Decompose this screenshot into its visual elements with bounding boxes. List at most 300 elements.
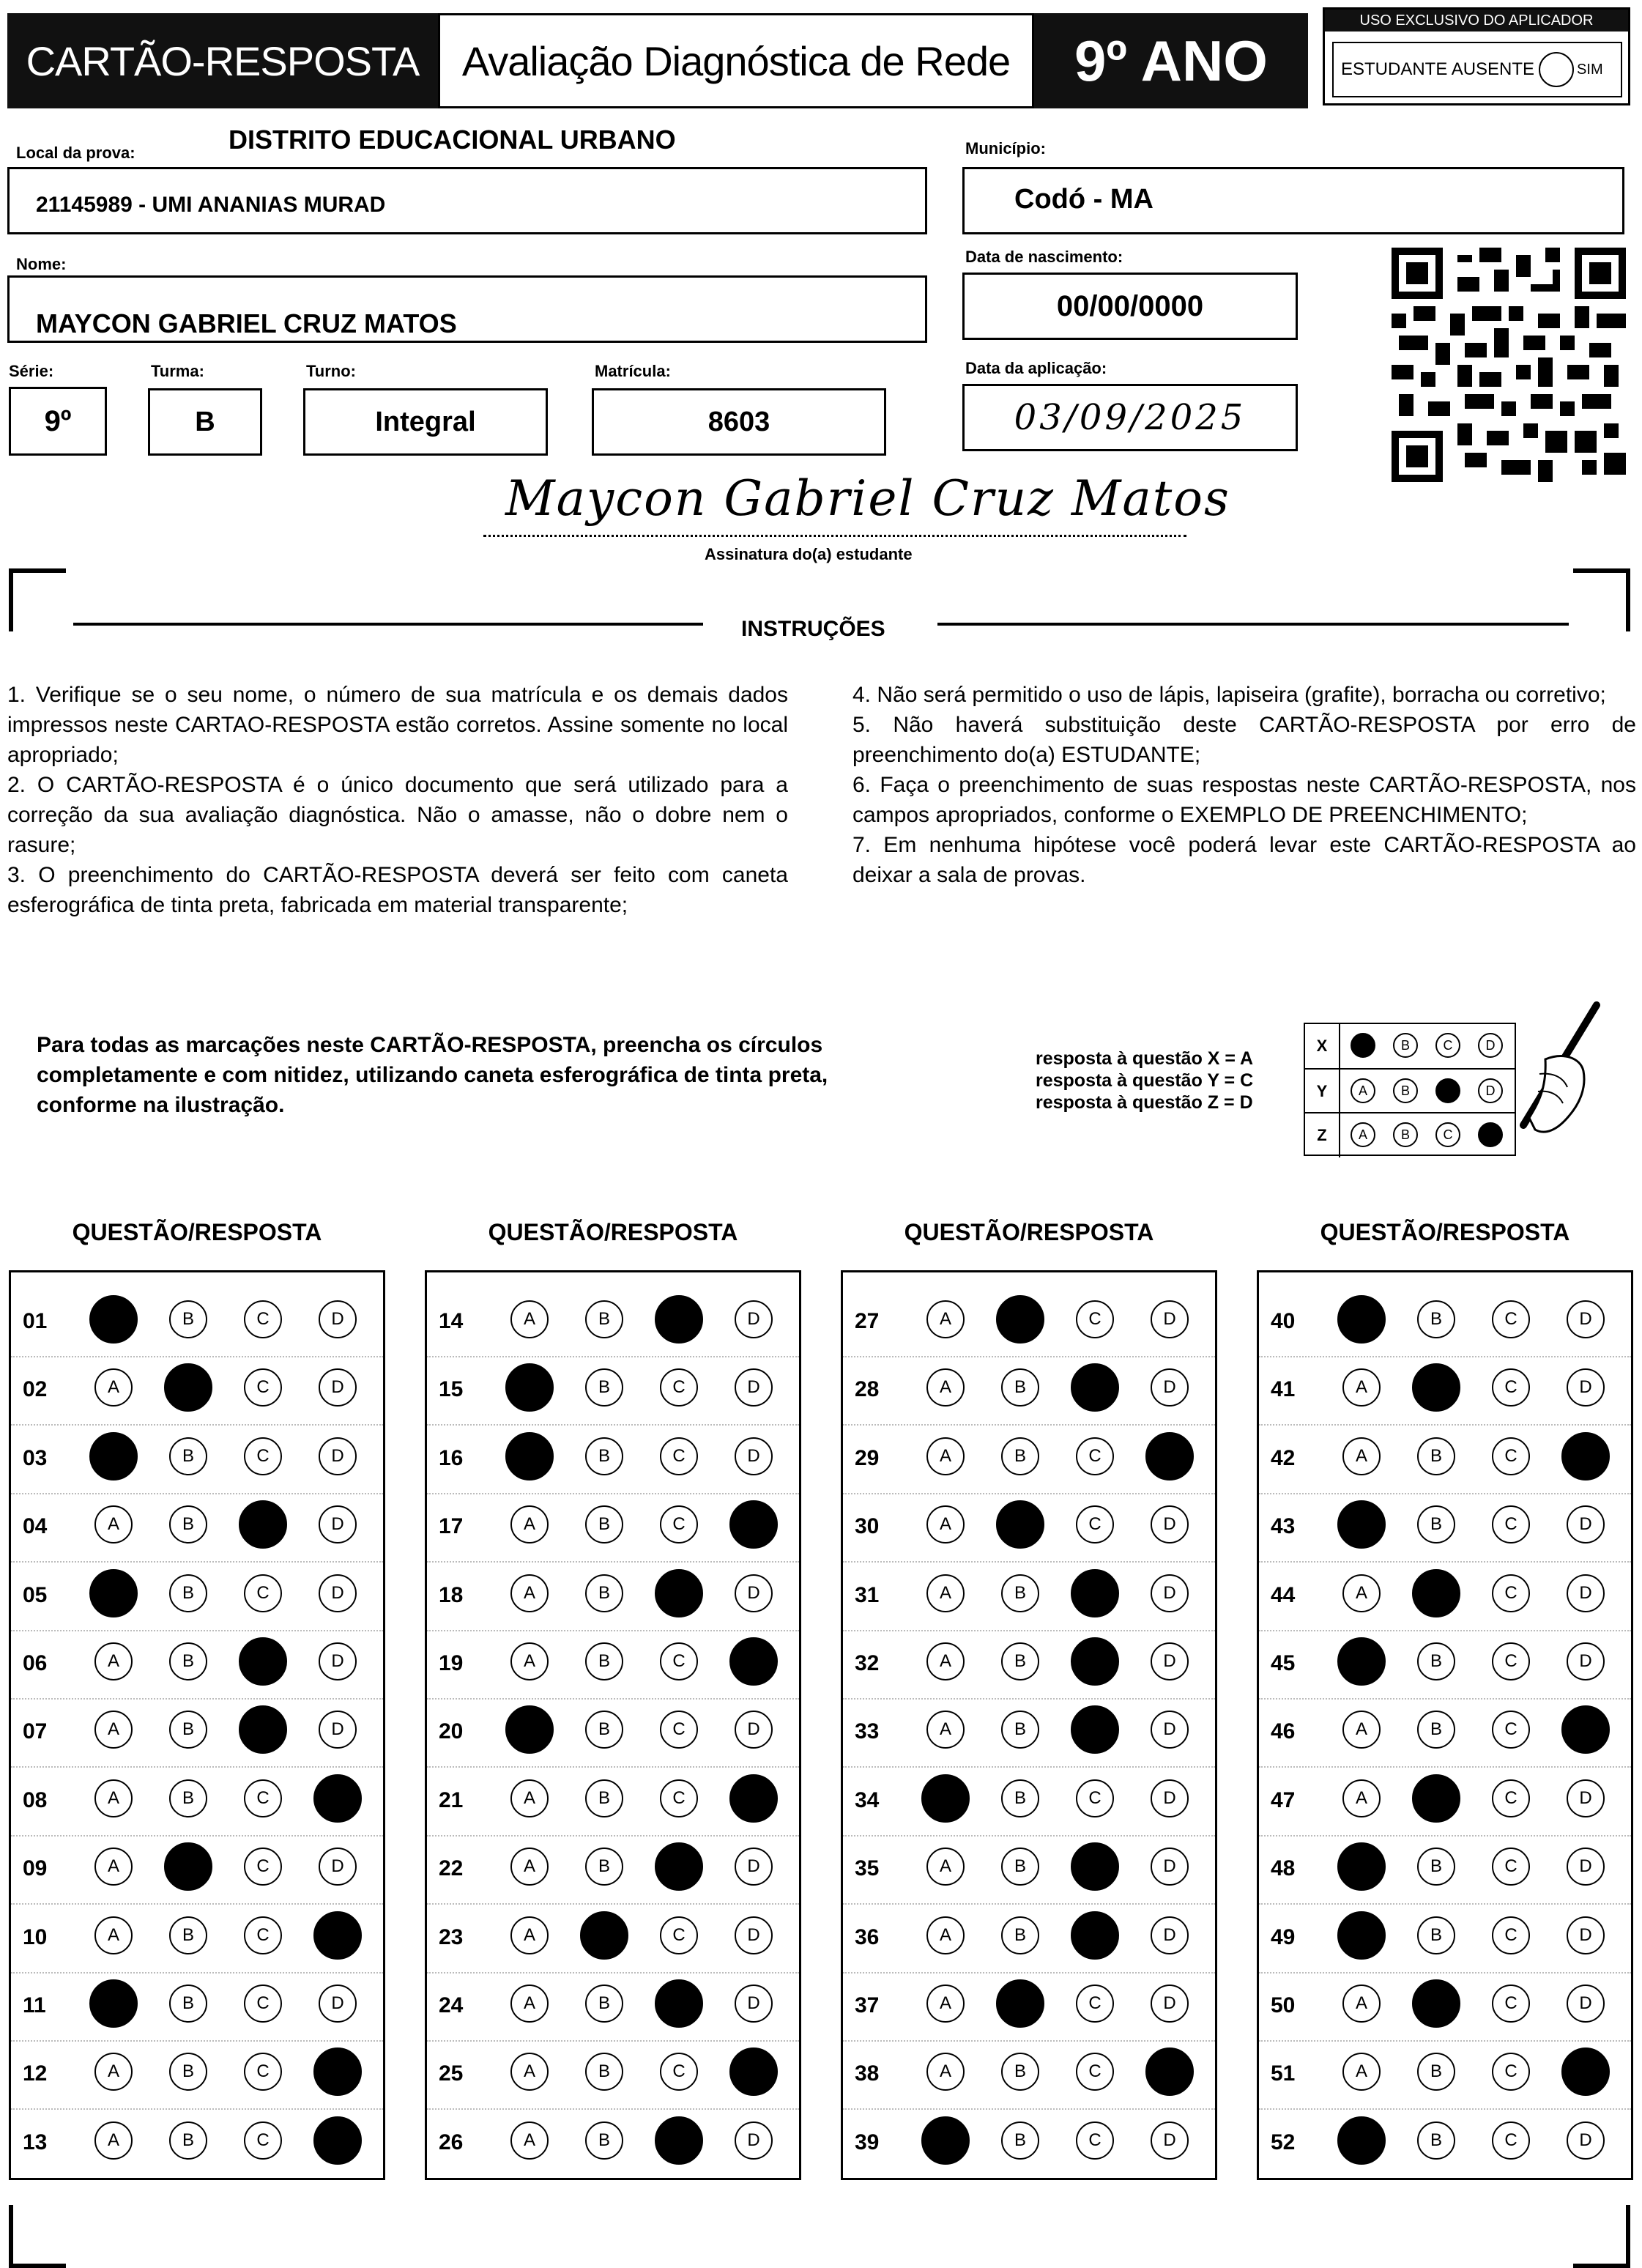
answer-bubble-a[interactable]: A bbox=[510, 1779, 549, 1817]
answer-bubble-c[interactable]: C bbox=[660, 1711, 698, 1749]
answer-bubble-a[interactable]: A bbox=[1342, 1437, 1381, 1475]
answer-bubble-b[interactable]: B bbox=[1001, 1848, 1039, 1886]
answer-bubble-c[interactable]: C bbox=[1492, 1984, 1530, 2023]
answer-bubble-a[interactable] bbox=[1337, 1911, 1386, 1960]
answer-bubble-b[interactable]: B bbox=[585, 2121, 623, 2160]
answer-bubble-a[interactable]: A bbox=[510, 1300, 549, 1338]
answer-bubble-a[interactable]: A bbox=[510, 1642, 549, 1680]
answer-bubble-c[interactable]: C bbox=[244, 2121, 282, 2160]
answer-bubble-d[interactable]: D bbox=[319, 1574, 357, 1612]
answer-bubble-d[interactable] bbox=[313, 2116, 362, 2165]
answer-column-title: QUESTÃO/RESPOSTA bbox=[904, 1219, 1154, 1245]
answer-bubble-a[interactable]: A bbox=[1342, 2053, 1381, 2091]
answer-bubble-d[interactable]: D bbox=[1151, 2121, 1189, 2160]
answer-bubble-b[interactable]: B bbox=[169, 1505, 207, 1544]
answer-bubble-c[interactable]: C bbox=[1492, 1916, 1530, 1954]
answer-bubble-c[interactable]: C bbox=[1076, 1505, 1114, 1544]
absent-checkbox[interactable] bbox=[1539, 52, 1574, 87]
answer-bubble-c[interactable] bbox=[655, 1569, 703, 1617]
question-number: 37 bbox=[855, 1993, 880, 2017]
question-number: 05 bbox=[23, 1582, 48, 1607]
answer-row bbox=[1259, 1287, 1631, 1357]
answer-bubble-d[interactable]: D bbox=[735, 1368, 773, 1407]
answer-bubble-d[interactable]: D bbox=[1567, 1300, 1605, 1338]
answer-bubble-a[interactable]: A bbox=[510, 2053, 549, 2091]
answer-bubble-b[interactable] bbox=[1412, 1363, 1460, 1412]
answer-bubble-c[interactable]: C bbox=[660, 1779, 698, 1817]
answer-bubble-d[interactable]: D bbox=[1151, 1848, 1189, 1886]
matricula-field bbox=[592, 388, 886, 456]
answer-bubble-d[interactable]: D bbox=[319, 1437, 357, 1475]
answer-bubble-c[interactable]: C bbox=[244, 1984, 282, 2023]
answer-bubble-d[interactable]: D bbox=[1567, 1642, 1605, 1680]
answer-row bbox=[427, 2108, 799, 2177]
answer-bubble-b[interactable]: B bbox=[585, 1437, 623, 1475]
answer-bubble-b[interactable]: B bbox=[585, 1368, 623, 1407]
answer-bubble-a[interactable] bbox=[505, 1363, 554, 1412]
question-number: 29 bbox=[855, 1445, 880, 1470]
card-title: CARTÃO-RESPOSTA bbox=[7, 13, 438, 108]
answer-bubble-c[interactable]: C bbox=[1492, 2053, 1530, 2091]
answer-bubble-b[interactable]: B bbox=[1001, 1916, 1039, 1954]
answer-row bbox=[427, 1697, 799, 1768]
answer-bubble-d[interactable]: D bbox=[1567, 1848, 1605, 1886]
answer-bubble-a[interactable] bbox=[89, 1295, 138, 1344]
answer-bubble-a[interactable]: A bbox=[926, 1574, 965, 1612]
example-bubble-d: D bbox=[1478, 1078, 1503, 1103]
answer-bubble-a[interactable] bbox=[505, 1432, 554, 1480]
question-number: 07 bbox=[23, 1719, 48, 1744]
answer-bubble-d[interactable]: D bbox=[1151, 1368, 1189, 1407]
answer-bubble-b[interactable]: B bbox=[169, 1711, 207, 1749]
answer-row bbox=[11, 1697, 383, 1768]
answer-bubble-d[interactable]: D bbox=[1567, 1368, 1605, 1407]
answer-bubble-d[interactable]: D bbox=[1151, 1300, 1189, 1338]
answer-bubble-b[interactable]: B bbox=[1001, 1368, 1039, 1407]
nascimento-field bbox=[962, 273, 1298, 340]
answer-bubble-a[interactable]: A bbox=[510, 1574, 549, 1612]
answer-bubble-c[interactable]: C bbox=[1492, 1642, 1530, 1680]
pen-hand-icon bbox=[1494, 1001, 1604, 1155]
instructions-title: INSTRUÇÕES bbox=[741, 617, 885, 641]
answer-bubble-b[interactable] bbox=[1412, 1979, 1460, 2028]
turno-label: Turno: bbox=[306, 362, 357, 380]
question-number: 45 bbox=[1271, 1651, 1296, 1675]
answer-bubble-b[interactable]: B bbox=[1001, 1779, 1039, 1817]
answer-bubble-b[interactable]: B bbox=[1417, 2053, 1455, 2091]
example-row bbox=[1305, 1024, 1515, 1068]
answer-row bbox=[427, 1971, 799, 2042]
answer-row bbox=[11, 2039, 383, 2110]
answer-bubble-b[interactable]: B bbox=[1417, 1505, 1455, 1544]
answer-bubble-b[interactable] bbox=[996, 1500, 1044, 1549]
answer-bubble-b[interactable]: B bbox=[1417, 1848, 1455, 1886]
answer-bubble-b[interactable] bbox=[164, 1363, 212, 1412]
answer-bubble-a[interactable] bbox=[89, 1569, 138, 1617]
answer-bubble-a[interactable] bbox=[921, 2116, 970, 2165]
answer-bubble-a[interactable]: A bbox=[510, 1848, 549, 1886]
answer-row bbox=[843, 2039, 1215, 2110]
answer-bubble-b[interactable]: B bbox=[169, 1574, 207, 1612]
answer-row bbox=[843, 1697, 1215, 1768]
answer-bubble-c[interactable]: C bbox=[1492, 1574, 1530, 1612]
answer-bubble-a[interactable]: A bbox=[926, 1300, 965, 1338]
answer-bubble-a[interactable] bbox=[1337, 1295, 1386, 1344]
answer-bubble-d[interactable]: D bbox=[1151, 1984, 1189, 2023]
answer-bubble-c[interactable]: C bbox=[1076, 2053, 1114, 2091]
nome-field bbox=[7, 275, 927, 343]
answer-bubble-d[interactable]: D bbox=[1567, 1984, 1605, 2023]
answer-bubble-b[interactable] bbox=[996, 1979, 1044, 2028]
answer-bubble-b[interactable]: B bbox=[1001, 1437, 1039, 1475]
answer-bubble-c[interactable]: C bbox=[1076, 1779, 1114, 1817]
answer-bubble-d[interactable]: D bbox=[735, 1916, 773, 1954]
answer-bubble-c[interactable] bbox=[239, 1500, 287, 1549]
answer-bubble-b[interactable]: B bbox=[1417, 1916, 1455, 1954]
answer-bubble-b[interactable]: B bbox=[1417, 1437, 1455, 1475]
answer-bubble-a[interactable]: A bbox=[94, 1711, 133, 1749]
answer-bubble-a[interactable]: A bbox=[94, 2053, 133, 2091]
question-number: 21 bbox=[439, 1787, 464, 1812]
turma-field bbox=[148, 388, 262, 456]
answer-row bbox=[11, 1355, 383, 1426]
question-number: 47 bbox=[1271, 1787, 1296, 1812]
answer-bubble-c[interactable]: C bbox=[1492, 1437, 1530, 1475]
answer-bubble-c[interactable]: C bbox=[244, 1300, 282, 1338]
answer-row bbox=[427, 1834, 799, 1905]
question-number: 12 bbox=[23, 2061, 48, 2086]
answer-bubble-d[interactable] bbox=[1145, 2048, 1194, 2096]
question-number: 06 bbox=[23, 1651, 48, 1675]
answer-bubble-b[interactable]: B bbox=[1001, 2053, 1039, 2091]
answer-column bbox=[425, 1270, 801, 2180]
question-number: 26 bbox=[439, 2130, 464, 2154]
answer-bubble-b[interactable]: B bbox=[585, 1779, 623, 1817]
answer-bubble-c[interactable]: C bbox=[660, 1916, 698, 1954]
answer-bubble-a[interactable]: A bbox=[926, 1437, 965, 1475]
answer-bubble-b[interactable] bbox=[580, 1911, 628, 1960]
answer-bubble-d[interactable]: D bbox=[319, 1848, 357, 1886]
answer-bubble-a[interactable]: A bbox=[926, 1848, 965, 1886]
answer-bubble-b[interactable]: B bbox=[1417, 1642, 1455, 1680]
answer-bubble-b[interactable]: B bbox=[585, 1711, 623, 1749]
signature: Maycon Gabriel Cruz Matos bbox=[505, 470, 1230, 527]
question-number: 32 bbox=[855, 1651, 880, 1675]
question-number: 38 bbox=[855, 2061, 880, 2086]
answer-bubble-b[interactable] bbox=[1412, 1774, 1460, 1823]
answer-bubble-a[interactable]: A bbox=[926, 2053, 965, 2091]
local-label: Local da prova: bbox=[16, 144, 135, 162]
answer-bubble-d[interactable]: D bbox=[735, 1711, 773, 1749]
answer-bubble-a[interactable]: A bbox=[94, 2121, 133, 2160]
answer-bubble-d[interactable]: D bbox=[1567, 2121, 1605, 2160]
answer-bubble-b[interactable]: B bbox=[169, 1916, 207, 1954]
answer-row bbox=[843, 1424, 1215, 1494]
answer-bubble-d[interactable] bbox=[729, 2048, 778, 2096]
answer-bubble-b[interactable]: B bbox=[169, 1437, 207, 1475]
answer-bubble-b[interactable]: B bbox=[585, 1505, 623, 1544]
answer-bubble-a[interactable]: A bbox=[1342, 1779, 1381, 1817]
answer-bubble-c[interactable]: C bbox=[244, 1779, 282, 1817]
example-text: Para todas as marcações neste CARTÃO-RESPOSTA, preencha os círculos completamente e com nitidez, utilizando caneta esferográfica de tinta preta, conforme na ilustração. bbox=[37, 1033, 828, 1117]
answer-bubble-a[interactable]: A bbox=[926, 1642, 965, 1680]
answer-bubble-d[interactable]: D bbox=[1567, 1505, 1605, 1544]
answer-bubble-b[interactable]: B bbox=[1417, 2121, 1455, 2160]
answer-bubble-a[interactable]: A bbox=[94, 1505, 133, 1544]
answer-bubble-d[interactable] bbox=[1561, 2048, 1610, 2096]
answer-bubble-c[interactable]: C bbox=[244, 1437, 282, 1475]
absent-option: SIM bbox=[1577, 61, 1603, 78]
answer-bubble-a[interactable]: A bbox=[1342, 1368, 1381, 1407]
answer-bubble-c[interactable]: C bbox=[660, 2053, 698, 2091]
answer-bubble-b[interactable]: B bbox=[1001, 2121, 1039, 2160]
answer-bubble-d[interactable]: D bbox=[1151, 1574, 1189, 1612]
answer-bubble-c[interactable]: C bbox=[1492, 1368, 1530, 1407]
answer-bubble-d[interactable] bbox=[313, 1774, 362, 1823]
answer-bubble-a[interactable]: A bbox=[94, 1779, 133, 1817]
answer-bubble-a[interactable] bbox=[89, 1432, 138, 1480]
answer-row bbox=[1259, 1424, 1631, 1494]
answer-bubble-a[interactable]: A bbox=[926, 1711, 965, 1749]
answer-bubble-a[interactable] bbox=[505, 1705, 554, 1754]
question-number: 22 bbox=[439, 1856, 464, 1881]
answer-bubble-a[interactable]: A bbox=[510, 1916, 549, 1954]
answer-bubble-d[interactable]: D bbox=[1151, 1711, 1189, 1749]
example-bubble-a: A bbox=[1351, 1078, 1375, 1103]
answer-bubble-c[interactable]: C bbox=[1492, 1848, 1530, 1886]
answer-bubble-a[interactable]: A bbox=[94, 1642, 133, 1680]
answer-column bbox=[9, 1270, 385, 2180]
answer-bubble-c[interactable] bbox=[239, 1705, 287, 1754]
answer-bubble-c[interactable] bbox=[655, 2116, 703, 2165]
answer-bubble-d[interactable]: D bbox=[319, 1642, 357, 1680]
answer-bubble-b[interactable]: B bbox=[169, 1984, 207, 2023]
answer-bubble-c[interactable]: C bbox=[244, 1574, 282, 1612]
answer-bubble-d[interactable]: D bbox=[1567, 1574, 1605, 1612]
answer-bubble-b[interactable]: B bbox=[585, 1574, 623, 1612]
answer-bubble-c[interactable]: C bbox=[244, 1368, 282, 1407]
answer-bubble-b[interactable]: B bbox=[1001, 1642, 1039, 1680]
answer-bubble-c[interactable]: C bbox=[660, 1437, 698, 1475]
answer-row bbox=[843, 1629, 1215, 1700]
question-number: 42 bbox=[1271, 1445, 1296, 1470]
answer-bubble-c[interactable]: C bbox=[660, 1368, 698, 1407]
answer-bubble-d[interactable]: D bbox=[735, 1984, 773, 2023]
answer-bubble-b[interactable]: B bbox=[585, 1300, 623, 1338]
answer-bubble-a[interactable]: A bbox=[510, 2121, 549, 2160]
answer-bubble-c[interactable]: C bbox=[1076, 2121, 1114, 2160]
answer-bubble-c[interactable]: C bbox=[1492, 1505, 1530, 1544]
matricula-value: 8603 bbox=[707, 406, 770, 437]
question-number: 50 bbox=[1271, 1993, 1296, 2017]
answer-bubble-c[interactable] bbox=[1071, 1637, 1119, 1686]
signature-line bbox=[483, 535, 1186, 537]
answer-bubble-b[interactable]: B bbox=[169, 1642, 207, 1680]
answer-bubble-d[interactable] bbox=[729, 1637, 778, 1686]
answer-bubble-c[interactable]: C bbox=[1492, 1779, 1530, 1817]
answer-bubble-c[interactable]: C bbox=[660, 1505, 698, 1544]
question-number: 28 bbox=[855, 1377, 880, 1402]
answer-bubble-a[interactable] bbox=[1337, 1842, 1386, 1891]
answer-row bbox=[1259, 1355, 1631, 1426]
example-grid bbox=[1304, 1023, 1516, 1156]
answer-bubble-b[interactable]: B bbox=[585, 1642, 623, 1680]
municipio-field bbox=[962, 167, 1624, 234]
answer-row bbox=[1259, 1971, 1631, 2042]
answer-bubble-c[interactable] bbox=[1071, 1569, 1119, 1617]
answer-bubble-c[interactable] bbox=[239, 1637, 287, 1686]
example-bubble-a: A bbox=[1351, 1122, 1375, 1147]
answer-bubble-a[interactable]: A bbox=[94, 1848, 133, 1886]
answer-bubble-d[interactable]: D bbox=[319, 1711, 357, 1749]
answer-bubble-c[interactable] bbox=[655, 1842, 703, 1891]
answer-bubble-a[interactable]: A bbox=[94, 1916, 133, 1954]
local-value: 21145989 - UMI ANANIAS MURAD bbox=[36, 193, 386, 217]
answer-bubble-d[interactable] bbox=[1561, 1705, 1610, 1754]
question-number: 17 bbox=[439, 1514, 464, 1539]
answer-row bbox=[11, 1834, 383, 1905]
answer-bubble-b[interactable]: B bbox=[1417, 1711, 1455, 1749]
nome-value: MAYCON GABRIEL CRUZ MATOS bbox=[36, 308, 457, 338]
answer-bubble-b[interactable]: B bbox=[1001, 1711, 1039, 1749]
question-number: 20 bbox=[439, 1719, 464, 1744]
question-number: 39 bbox=[855, 2130, 880, 2154]
answer-bubble-d[interactable]: D bbox=[1567, 1916, 1605, 1954]
question-number: 09 bbox=[23, 1856, 48, 1881]
answer-row bbox=[1259, 2108, 1631, 2177]
serie-field bbox=[9, 387, 107, 456]
answer-bubble-d[interactable]: D bbox=[1151, 1916, 1189, 1954]
answer-bubble-b[interactable]: B bbox=[585, 1848, 623, 1886]
answer-bubble-b[interactable]: B bbox=[1417, 1300, 1455, 1338]
answer-row bbox=[427, 1561, 799, 1631]
answer-bubble-d[interactable]: D bbox=[319, 1368, 357, 1407]
answer-bubble-b[interactable]: B bbox=[585, 2053, 623, 2091]
example-legend-z: resposta à questão Z = D bbox=[1036, 1092, 1253, 1113]
answer-row bbox=[1259, 1629, 1631, 1700]
answer-column bbox=[841, 1270, 1217, 2180]
answer-bubble-d[interactable]: D bbox=[319, 1505, 357, 1544]
answer-bubble-a[interactable]: A bbox=[926, 1505, 965, 1544]
answer-bubble-c[interactable]: C bbox=[1076, 1437, 1114, 1475]
answer-bubble-c[interactable] bbox=[655, 1295, 703, 1344]
answer-bubble-c[interactable]: C bbox=[1492, 1711, 1530, 1749]
answer-bubble-c[interactable]: C bbox=[244, 1848, 282, 1886]
instruction-7: 7. Em nenhuma hipótese você poderá levar este CARTÃO-RESPOSTA ao deixar a sala de provas. bbox=[852, 833, 1636, 887]
answer-bubble-c[interactable]: C bbox=[1492, 2121, 1530, 2160]
answer-bubble-a[interactable]: A bbox=[510, 1984, 549, 2023]
answer-bubble-a[interactable]: A bbox=[510, 1505, 549, 1544]
answer-bubble-a[interactable]: A bbox=[94, 1368, 133, 1407]
answer-bubble-d[interactable] bbox=[729, 1500, 778, 1549]
question-number: 04 bbox=[23, 1514, 48, 1539]
question-number: 16 bbox=[439, 1445, 464, 1470]
answer-bubble-c[interactable]: C bbox=[244, 2053, 282, 2091]
answer-column bbox=[1257, 1270, 1633, 2180]
answer-row bbox=[843, 1834, 1215, 1905]
answer-bubble-a[interactable] bbox=[921, 1774, 970, 1823]
question-number: 11 bbox=[23, 1993, 46, 2017]
answer-bubble-d[interactable] bbox=[313, 2048, 362, 2096]
local-field bbox=[7, 167, 927, 234]
answer-bubble-d[interactable] bbox=[1145, 1432, 1194, 1480]
question-number: 41 bbox=[1271, 1377, 1296, 1402]
answer-row bbox=[1259, 2039, 1631, 2110]
turno-value: Integral bbox=[375, 406, 476, 437]
answer-bubble-d[interactable]: D bbox=[735, 1574, 773, 1612]
answer-bubble-b[interactable]: B bbox=[169, 1779, 207, 1817]
answer-bubble-d[interactable]: D bbox=[1151, 1779, 1189, 1817]
answer-bubble-d[interactable]: D bbox=[735, 1848, 773, 1886]
answer-bubble-c[interactable]: C bbox=[1076, 1300, 1114, 1338]
answer-bubble-c[interactable]: C bbox=[244, 1916, 282, 1954]
answer-bubble-c[interactable]: C bbox=[1492, 1300, 1530, 1338]
answer-bubble-a[interactable]: A bbox=[926, 1984, 965, 2023]
answer-bubble-a[interactable] bbox=[89, 1979, 138, 2028]
answer-row bbox=[843, 2108, 1215, 2177]
example-bubble-b: B bbox=[1393, 1122, 1418, 1147]
answer-bubble-d[interactable]: D bbox=[319, 1984, 357, 2023]
answer-bubble-c[interactable] bbox=[1071, 1842, 1119, 1891]
answer-bubble-a[interactable] bbox=[1337, 1500, 1386, 1549]
question-number: 52 bbox=[1271, 2130, 1296, 2154]
answer-bubble-d[interactable]: D bbox=[1567, 1779, 1605, 1817]
answer-bubble-b[interactable] bbox=[164, 1842, 212, 1891]
turma-value: B bbox=[195, 406, 215, 437]
answer-bubble-d[interactable]: D bbox=[735, 2121, 773, 2160]
answer-bubble-c[interactable] bbox=[655, 1979, 703, 2028]
answer-bubble-b[interactable]: B bbox=[169, 2053, 207, 2091]
answer-bubble-c[interactable] bbox=[1071, 1911, 1119, 1960]
answer-bubble-d[interactable] bbox=[729, 1774, 778, 1823]
answer-bubble-b[interactable]: B bbox=[1001, 1574, 1039, 1612]
aplicacao-value: 03/09/2025 bbox=[1014, 397, 1247, 438]
answer-bubble-d[interactable] bbox=[1561, 1432, 1610, 1480]
answer-bubble-d[interactable] bbox=[313, 1911, 362, 1960]
answer-bubble-d[interactable]: D bbox=[1151, 1505, 1189, 1544]
qr-code-icon bbox=[1392, 248, 1626, 482]
answer-bubble-a[interactable]: A bbox=[926, 1916, 965, 1954]
answer-bubble-d[interactable]: D bbox=[1151, 1642, 1189, 1680]
question-number: 01 bbox=[23, 1309, 48, 1333]
answer-bubble-b[interactable] bbox=[996, 1295, 1044, 1344]
answer-bubble-c[interactable]: C bbox=[660, 1642, 698, 1680]
answer-row bbox=[11, 1903, 383, 1974]
answer-bubble-c[interactable] bbox=[1071, 1705, 1119, 1754]
answer-bubble-d[interactable]: D bbox=[735, 1300, 773, 1338]
answer-bubble-a[interactable]: A bbox=[1342, 1574, 1381, 1612]
answer-bubble-a[interactable] bbox=[1337, 1637, 1386, 1686]
answer-row bbox=[843, 1492, 1215, 1563]
question-number: 25 bbox=[439, 2061, 464, 2086]
answer-bubble-d[interactable]: D bbox=[319, 1300, 357, 1338]
answer-bubble-d[interactable]: D bbox=[735, 1437, 773, 1475]
answer-bubble-b[interactable]: B bbox=[169, 1300, 207, 1338]
answer-bubble-b[interactable]: B bbox=[169, 2121, 207, 2160]
answer-bubble-a[interactable]: A bbox=[1342, 1711, 1381, 1749]
question-number: 19 bbox=[439, 1651, 464, 1675]
question-number: 34 bbox=[855, 1787, 880, 1812]
matricula-label: Matrícula: bbox=[595, 362, 671, 380]
answer-row bbox=[843, 1287, 1215, 1357]
answer-bubble-a[interactable]: A bbox=[1342, 1984, 1381, 2023]
answer-bubble-c[interactable]: C bbox=[1076, 1984, 1114, 2023]
answer-bubble-a[interactable]: A bbox=[926, 1368, 965, 1407]
answer-bubble-b[interactable]: B bbox=[585, 1984, 623, 2023]
answer-bubble-b[interactable] bbox=[1412, 1569, 1460, 1617]
answer-bubble-a[interactable] bbox=[1337, 2116, 1386, 2165]
answer-bubble-c[interactable] bbox=[1071, 1363, 1119, 1412]
